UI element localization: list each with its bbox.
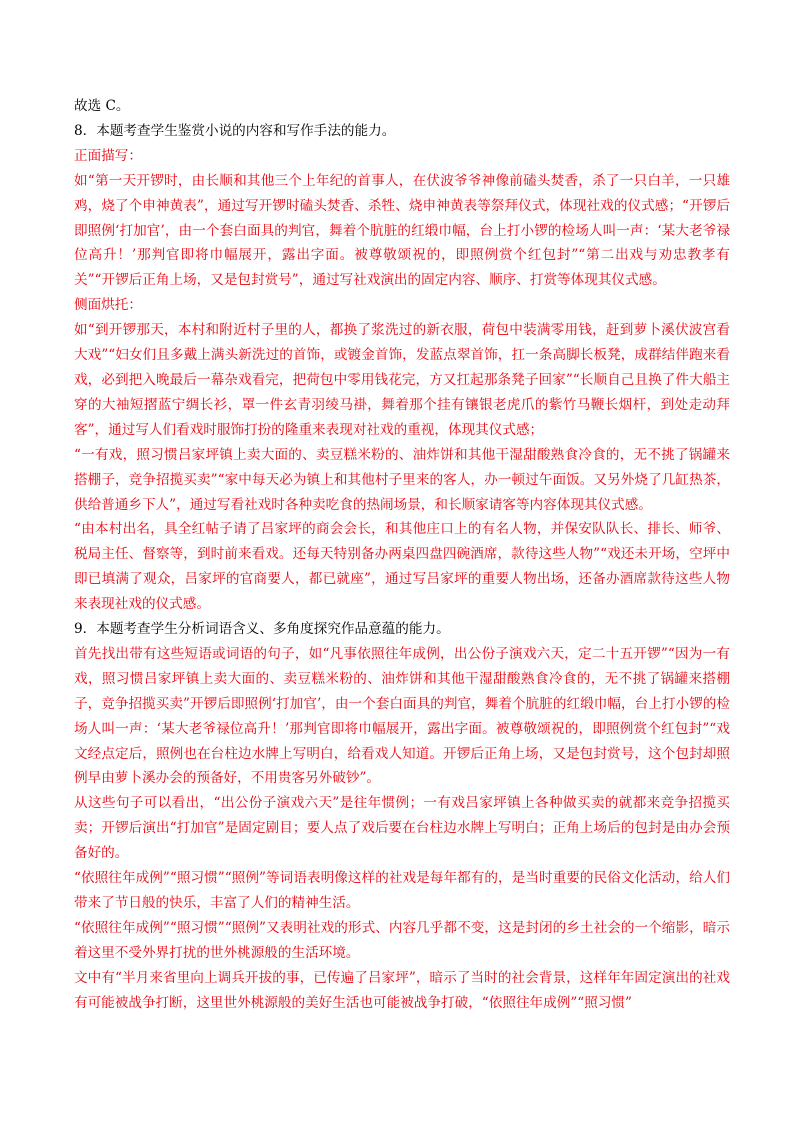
answer-document [74,94,730,1016]
question-9-paragraph-4: “依照往年成例”“照习惯”“照例”又表明社戏的形式、内容几乎都不变，这是封闭的乡土社会的一个缩影，暗示着这里不受外界打扰的世外桃源般的生活环境。 [74,919,730,961]
question-9-paragraph-2: 从这些句子可以看出，“出公份子演戏六天”是往年惯例；一有戏吕家坪镇上各种做买卖的就都来竞争招揽买卖；开锣后演出“打加官”是固定剧目；要人点了戏后要在台柱边水牌上写明白；正角上场后的包封是由办会预备好的。 [74,795,730,862]
indirect-description-paragraph-3: “由本村出名，具全红帖子请了吕家坪的商会会长，和其他庄口上的有名人物，并保安队队长、排长、师爷、税局主任、督察等，到时前来看戏。还每天特别备办两桌四盘四碗酒席，款待这些人物”“戏还未开场，空坪中即已填满了观众，吕家坪的官商要人，都已就座”，通过写吕家坪的重要人物出场，还备办酒席款待这些人物来表现社戏的仪式感。 [74,521,730,613]
question-9-paragraph-1: 首先找出带有这些短语或词语的句子，如“凡事依照往年成例，出公份子演戏六天，定二十五开锣”“因为一有戏，照习惯吕家坪镇上卖大面的、卖豆糕米粉的、油炸饼和其他干湿甜酸熟食冷食的，无不挑了锅罐来搭棚子，竞争招揽买卖”开锣后即照例‘打加官’，由一个套白面具的判官，舞着个肮脏的红缎巾幅，台上打小锣的检场人叫一声：‘某大老爷禄位高升！’那判官即将巾幅展开，露出字面。被尊敬颂祝的，即照例赏个红包封”“戏文经点定后，照例也在台柱边水牌上写明白，给看戏人知道。开锣后正角上场，又是包封赏号，这个包封却照例早由萝卜溪办会的预备好，不用贵客另外破钞”。 [74,645,730,787]
question-9-paragraph-5: 文中有“半月来省里向上调兵开拔的事，已传遍了吕家坪”，暗示了当时的社会背景，这样年年固定演出的社戏有可能被战争打断，这里世外桃源般的美好生活也可能被战争打破，“依照往年成例”“照习惯” [74,969,730,1011]
question-9-heading: 9．本题考查学生分析词语含义、多角度探究作品意蕴的能力。 [74,621,450,638]
question-9-paragraph-3: “依照往年成例”“照习惯”“照例”等词语表明像这样的社戏是每年都有的，是当时重要的民俗文化活动，给人们带来了节日般的快乐，丰富了人们的精神生活。 [74,870,730,911]
question-8-heading: 8．本题考查学生鉴赏小说的内容和写作手法的能力。 [74,122,396,139]
direct-description-label: 正面描写： [74,147,142,164]
indirect-description-label: 侧面烘托： [74,297,142,314]
direct-description-paragraph: 如“第一天开锣时，由长顺和其他三个上年纪的首事人，在伏波爷爷神像前磕头焚香，杀了一只白羊，一只雄鸡，烧了个申神黄表”，通过写开锣时磕头焚香、杀牲、烧申神黄表等祭拜仪式，体现社戏的仪式感；“开锣后即照例‘打加官’，由一个套白面具的判官，舞着个肮脏的红缎巾幅，台上打小锣的检场人叫一声：‘某大老爷禄位高升！’那判官即将巾幅展开，露出字面。被尊敬颂祝的，即照例赏个红包封”“第二出戏与劝忠教孝有关”“开锣后正角上场，又是包封赏号”，通过写社戏演出的固定内容、顺序、打赏等体现其仪式感。 [74,172,730,289]
conclusion-line: 故选 C。 [74,98,130,114]
indirect-description-paragraph-1: 如“到开锣那天，本村和附近村子里的人，都换了浆洗过的新衣服，荷包中装满零用钱，赶到萝卜溪伏波宫看大戏”“妇女们且多戴上满头新洗过的首饰，或镀金首饰，发蓝点翠首饰，扛一条高脚长板凳，成群结伴跑来看戏，必到把入晚最后一幕杂戏看完，把荷包中零用钱花完，方又扛起那条凳子回家”“长顺自己且换了件大船主穿的大袖短摺蓝宁绸长衫，罩一件玄青羽绫马褂，舞着那个挂有镶银老虎爪的紫竹马鞭长烟杆，到处走动拜客”，通过写人们看戏时服饰打扮的隆重来表现对社戏的重视，体现其仪式感； [74,322,730,438]
indirect-description-paragraph-2: “一有戏，照习惯吕家坪镇上卖大面的、卖豆糕米粉的、油炸饼和其他干湿甜酸熟食冷食的，无不挑了锅罐来搭棚子，竞争招揽买卖”“家中每天必为镇上和其他村子里来的客人，办一顿过午面饭。又另外烧了几缸热茶，供给普通乡下人”，通过写看社戏时各种卖吃食的热闹场景，和长顺家请客等内容体现其仪式感。 [74,446,730,513]
